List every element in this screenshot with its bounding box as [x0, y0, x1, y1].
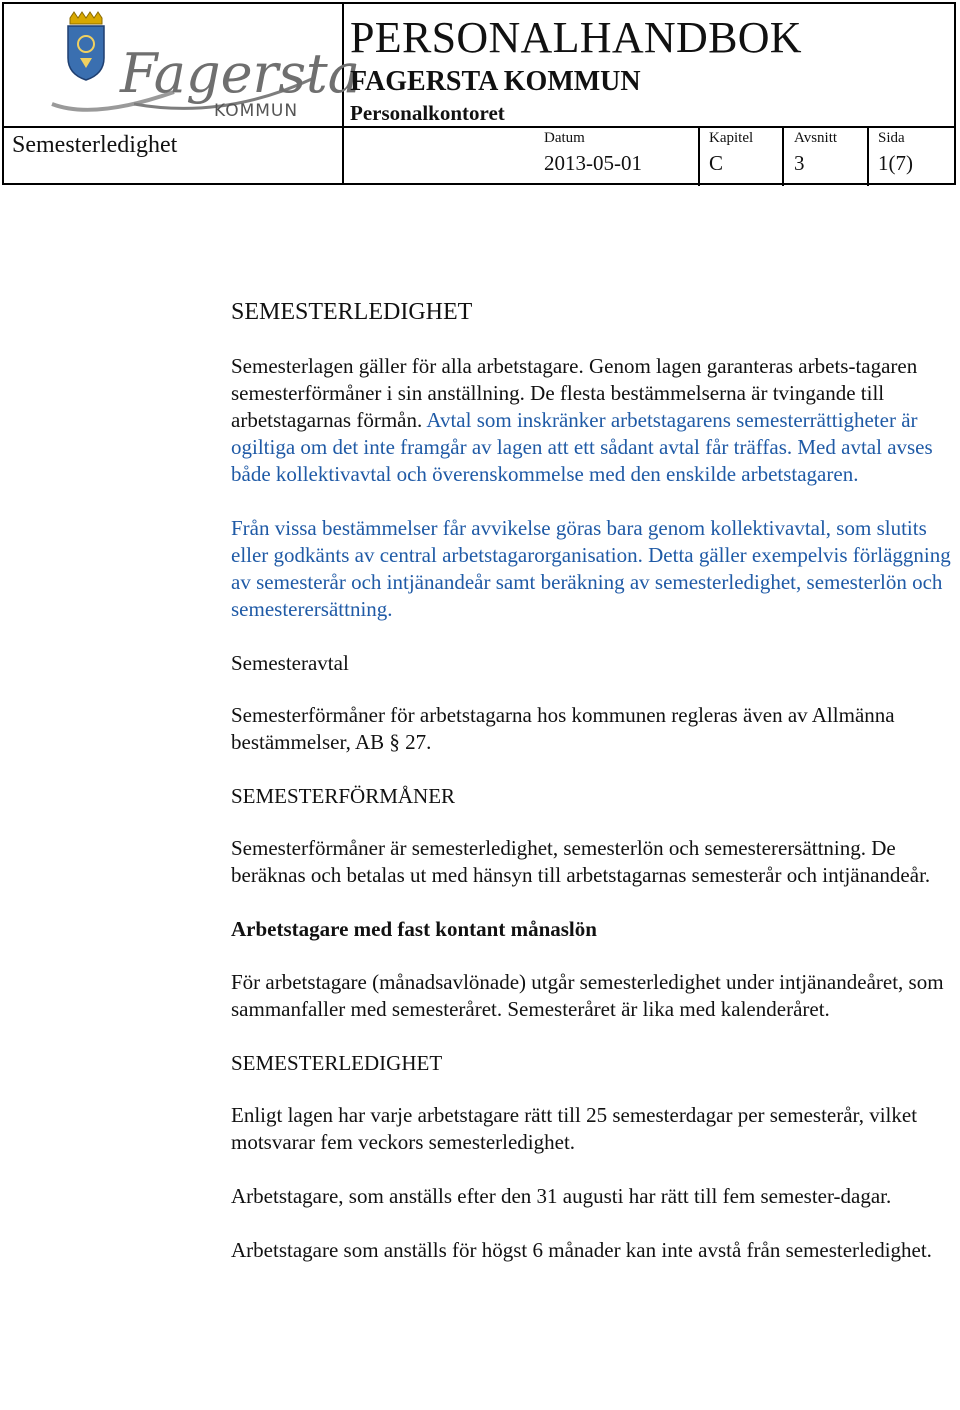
- fagersta-logo: [34, 8, 360, 124]
- section-heading: SEMESTERFÖRMÅNER: [231, 784, 456, 808]
- paragraph: Semesterförmåner för arbetstagarna hos kommunen regleras även av Allmänna bestämmelser, AB § 27.: [231, 703, 895, 754]
- sida-value: 1(7): [878, 151, 913, 175]
- document-header: [2, 2, 956, 185]
- paragraph: För arbetstagare (månadsavlönade) utgår semesterledighet under intjänandeåret, som sammanfaller med semesteråret. Semesteråret är lika med kalenderåret.: [231, 970, 944, 1021]
- header-divider: [698, 126, 700, 186]
- document-body: [231, 298, 951, 1291]
- header-divider: [4, 126, 954, 128]
- kapitel-value: C: [709, 151, 724, 175]
- logo-wordmark: Fagersta: [120, 42, 360, 105]
- kapitel-label: Kapitel: [709, 130, 754, 146]
- coat-of-arms-icon: [68, 12, 104, 80]
- avsnitt-label: Avsnitt: [794, 130, 838, 146]
- datum-label: Datum: [544, 130, 585, 146]
- paragraph: Arbetstagare som anställs för högst 6 månader kan inte avstå från semesterledighet.: [231, 1238, 932, 1262]
- office-name: Personalkontoret: [350, 101, 505, 125]
- subject-label: Semesterledighet: [12, 132, 178, 158]
- paragraph: Från vissa bestämmelser får avvikelse göras bara genom kollektivavtal, som slutits eller godkänts av central arbetstagarorganisation. Detta gäller exempelvis förläggning av semesterår och intjänandeår samt beräkning av semesterledighet, semesterlön och semesterersättning.: [231, 516, 951, 621]
- section-heading: SEMESTERLEDIGHET: [231, 1051, 443, 1075]
- header-divider: [782, 126, 784, 186]
- subsection-heading: Arbetstagare med fast kontant månaslön: [231, 917, 597, 941]
- avsnitt-value: 3: [794, 151, 805, 175]
- paragraph: Semesterförmåner är semesterledighet, semesterlön och semesterersättning. De beräknas och betalas ut med hänsyn till arbetstagarnas semesterår och intjänandeår.: [231, 836, 931, 887]
- paragraph: Semesterlagen gäller för alla arbetstagare. Genom lagen garanteras arbets-tagaren semesterförmåner i sin anställning. De flesta bestämmelserna är tvingande till arbetstagarnas förmån. Avtal som inskränker arbetstagarens semesterrättigheter är ogiltiga om det inte framgår av lagen att ett sådant avtal får träffas. Med avtal avses både kollektivavtal och överenskommelse med den enskilde arbetstagaren.: [231, 354, 933, 486]
- section-heading: SEMESTERLEDIGHET: [231, 299, 473, 325]
- sida-label: Sida: [878, 130, 905, 146]
- handbook-title: PERSONALHANDBOK: [350, 13, 802, 62]
- datum-value: 2013-05-01: [544, 151, 642, 175]
- header-divider: [867, 126, 869, 186]
- logo-sub: KOMMUN: [214, 101, 299, 121]
- paragraph: Enligt lagen har varje arbetstagare rätt till 25 semesterdagar per semesterår, vilket motsvarar fem veckors semesterledighet.: [231, 1103, 918, 1154]
- subsection-heading: Semesteravtal: [231, 651, 349, 675]
- municipality-name: FAGERSTA KOMMUN: [350, 66, 641, 97]
- paragraph: Arbetstagare, som anställs efter den 31 augusti har rätt till fem semester-dagar.: [231, 1184, 892, 1208]
- highlighted-text: Avtal som inskränker arbetstagarens semesterrättigheter är ogiltiga om det inte framgår av lagen att ett sådant avtal får träffas. Med avtal avses både kollektivavtal och överenskommelse med den enskilde arbetstagaren.: [231, 408, 933, 486]
